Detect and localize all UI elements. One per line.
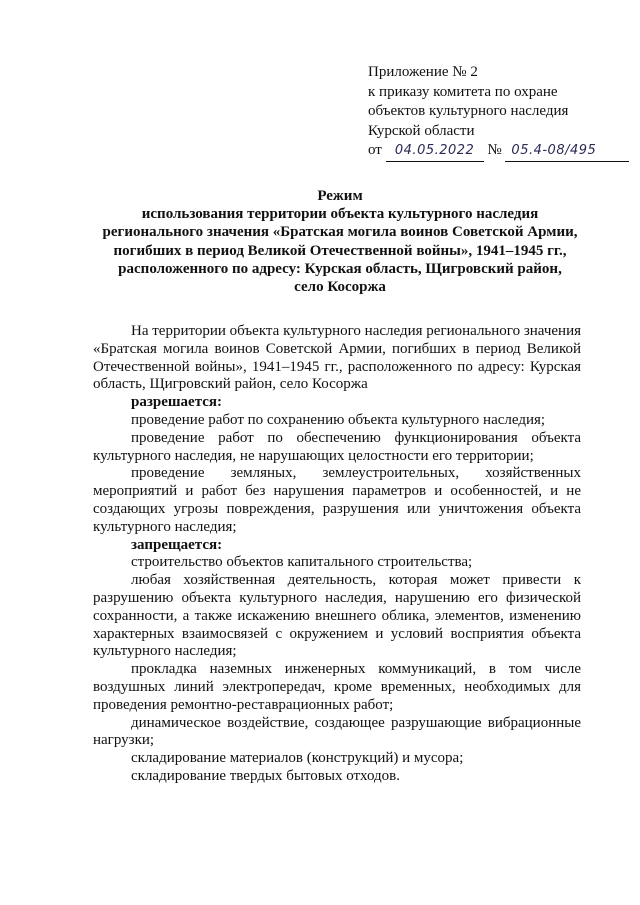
number-label: № xyxy=(487,142,502,158)
annex-title: Приложение № 2 xyxy=(368,64,478,80)
order-number-handwritten: 05.4-08/495 xyxy=(511,143,597,158)
forbidden-item: складирование твердых бытовых отходов. xyxy=(131,767,401,784)
allowed-header: разрешается: xyxy=(131,394,223,411)
title-line-5: расположенного по адресу: Курская область, Щигровский район, xyxy=(118,260,562,277)
order-date-handwritten: 04.05.2022 xyxy=(394,143,475,158)
annex-region-line: Курской области xyxy=(368,122,475,139)
forbidden-item: динамическое воздействие, создающее разрушающие вибрационные нагрузки; xyxy=(93,714,581,749)
allowed-item: проведение работ по сохранению объекта культурного наследия; xyxy=(131,411,546,428)
annex-order-line: к приказу комитета по охране xyxy=(368,83,558,100)
allowed-item: проведение работ по обеспечению функционирования объекта культурного наследия, не нарушающих целостности его территории; xyxy=(93,429,581,464)
allowed-item: проведение земляных, землеустроительных, хозяйственных мероприятий и работ без нарушения параметров и особенностей, и не создающих угрозы повреждения, разрушения или уничтожения объекта культурного наследия; xyxy=(93,465,581,535)
title-line-1: Режим xyxy=(317,188,363,204)
order-date-field xyxy=(386,141,484,162)
document-body xyxy=(93,323,581,786)
document-title xyxy=(80,187,600,296)
annex-committee-line: объектов культурного наследия xyxy=(368,103,569,119)
forbidden-item: любая хозяйственная деятельность, которая может привести к разрушению объекта культурного наследия, нарушению его физической сохранности, а также искажению внешнего облика, элементов, изменению характерных взаимосвязей с окружением и условий восприятия объекта культурного наследия; xyxy=(93,572,581,660)
title-line-3: регионального значения «Братская могила воинов Советской Армии, xyxy=(102,224,578,241)
forbidden-header: запрещается: xyxy=(131,536,223,553)
from-label: от xyxy=(368,142,382,158)
title-line-4: погибших в период Великой Отечественной войны», 1941–1945 гг., xyxy=(113,242,567,259)
order-number-field xyxy=(505,141,629,162)
forbidden-item: строительство объектов капитального строительства; xyxy=(131,554,473,571)
annex-date-number-line xyxy=(368,141,628,162)
forbidden-item: складирование материалов (конструкций) и мусора; xyxy=(131,750,464,767)
title-line-6: село Косоржа xyxy=(294,279,386,296)
annex-header xyxy=(368,63,628,162)
intro-paragraph: На территории объекта культурного наследия регионального значения «Братская могила воинов Советской Армии, погибших в период Великой Отечественной войны», 1941–1945 гг., расположенного по адресу: Курская область, Щигровский район, село Косоржа xyxy=(93,323,581,393)
forbidden-item: прокладка наземных инженерных коммуникаций, в том числе воздушных линий электропередач, кроме временных, необходимых для проведения ремонтно-реставрационных работ; xyxy=(93,661,581,713)
title-line-2: использования территории объекта культурного наследия xyxy=(141,206,539,223)
